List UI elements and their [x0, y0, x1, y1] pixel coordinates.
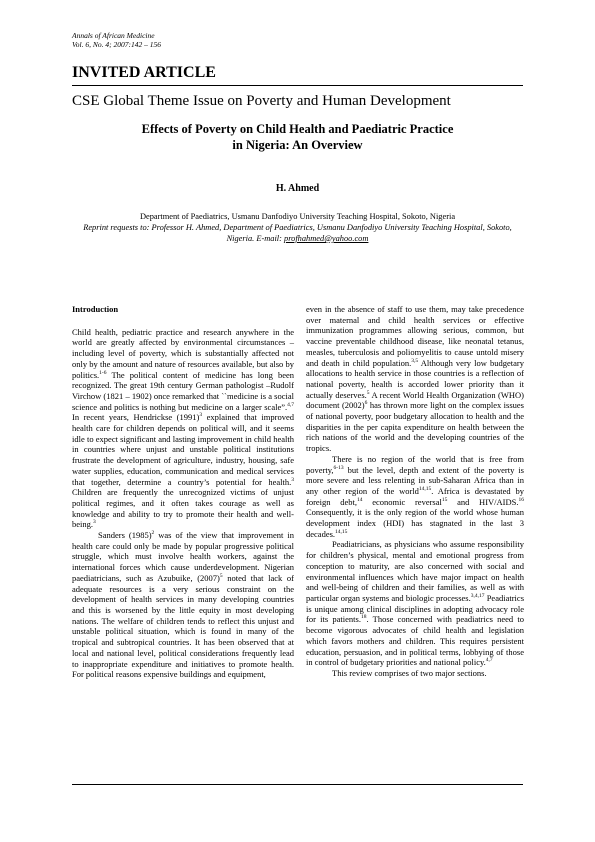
citation: 1-6 — [99, 369, 107, 376]
citation: 16 — [518, 496, 524, 503]
citation: 15 — [441, 496, 448, 503]
citation: 4,7 — [287, 401, 294, 408]
paragraph: This review comprises of two major sections. — [332, 667, 487, 678]
paragraph: Sanders $(1985)^2$ was of the view that improvement in health care could only be made by popular progressive political struggle, which must involve health workers, against the international forces which cause underdevelopment. Nigerian paediatricians, such as Azubuike, $(2007)^5$ noted that lack of adequate resources is a very serious constraint on the development of health services in many developing countries and this is worsened by the little equity in most developing nations. The welfare of children tends to reflect this unjust and unstable political situation, which is found in many of the tropical and subtropical countries. It has been observed that at local and national level, political considerations frequently lead to inappropriate expenditure and initiatives to promote health. For political reasons expensive buildings and equipment, — [72, 530, 294, 680]
paragraph: There is no region of the world that is free from poverty,$^{6-13}$ but the level, depth and extent of the poverty is more severe and less relenting in sub-Saharan Africa than in any other region of the world$^{14,15}$. Africa is devastated by foreign debt,$^{14}$ economic reversal$^{15}$ and HIV/AIDS.$^{16}$ Consequently, it is the only region of the world whose human development index (HDI) has stagnated in the last 3 decades.$^{14,15}$ — [306, 453, 525, 539]
citation: 6-13 — [333, 464, 344, 471]
affiliation: Department of Paediatrics, Usmanu Danfodiyo University Teaching Hospital, Sokoto, Nigeria — [139, 212, 456, 221]
journal-name: Annals of African Medicine — [72, 31, 155, 40]
citation: 5 — [219, 572, 223, 579]
paragraph: Peadiatricians, as physicians who assume responsibility for children’s physical, mental and emotional progress from conception to maturity, are also concerned with social and environmental influences which have major impact on health and well-being of children and their families, as well as with particular organ systems and biologic processes.$^{3,4,17}$ Peadiatrics is unique among clinical disciplines in adopting advocacy role for its patients.$^{18}$. Those concerned with peadiatrics need to become vigorous advocates of child health and legislation which favors mothers and children. This requires persistent education, persuasion, and in political terms, lobbying of those in control of budgetary priorities and national policy.$^{4,7}$ — [306, 539, 525, 668]
citation: 6 — [364, 400, 368, 407]
citation: 14,15 — [335, 528, 348, 535]
affiliation-block — [72, 211, 523, 244]
category-rule — [72, 85, 523, 86]
title-line-1: Effects of Poverty on Child Health and Paediatric Practice — [141, 122, 454, 136]
citation: 3 — [291, 476, 294, 483]
citation: 3,4,17 — [470, 592, 485, 599]
citation: 3,5 — [411, 357, 419, 364]
reprint-request — [72, 222, 523, 244]
citation: 14,15 — [418, 485, 432, 492]
email-link[interactable]: profhahmed@yahoo.com — [284, 234, 369, 243]
citation: 18 — [360, 614, 367, 621]
article-category: INVITED ARTICLE — [72, 64, 216, 81]
citation: 2 — [151, 530, 155, 537]
theme-issue-title: CSE Global Theme Issue on Poverty and Human Development — [72, 93, 451, 109]
reprint-text: Reprint requests to: Professor H. Ahmed, Department of Paediatrics, Usmanu Danfodiyo University Teaching Hospital, Sokoto, Nigeria. E-mail: — [83, 223, 512, 243]
citation: 14 — [357, 496, 363, 503]
citation: 5 — [366, 389, 370, 396]
left-column — [72, 304, 294, 680]
citation: 3 — [199, 412, 203, 419]
footer-rule — [72, 784, 523, 785]
article-title — [72, 121, 523, 153]
title-line-2: in Nigeria: An Overview — [232, 138, 363, 152]
paragraph: even in the absence of staff to use them, may take precedence over maternal and child health services or effective immunization programmes allowing serious, common, but vaccine preventable childhood disease, like neonatal tetanus, measles, tuberculosis and poliomyelitis to cause untold misery and death in child population.$^{3,5}$ Although very low budgetary allocations to health service in those countries is a reflection of national poverty, health is accorded lower priority than it actually deserves.$^5$ A recent World Health Organization (WHO) document $(2002)^6$ has thrown more light on the complex issues of national poverty, poor budgetary allocation to health and the disparities in the per capita expenditure on health between the rich nations of the world and the developing countries of the tropics. — [306, 304, 524, 454]
journal-volume: Vol. 6, No. 4; 2007:142 – 156 — [72, 40, 161, 49]
citation: 4,7 — [485, 657, 493, 664]
author-name: H. Ahmed — [275, 183, 320, 194]
journal-header — [72, 31, 161, 49]
paragraph: Child health, pediatric practice and research anywhere in the world are greatly affected by environmental circumstances – including level of poverty, which is substantially affected not only by the amount and nature of resources available, but also by politics.$^{1-6}$ The political content of medicine has long been recognized. The great 19th century German pathologist –Rudolf Virchow (1821 – 1902) once remarked that ``medicine is a social science and politics is nothing but medicine on a larger scale”.$^{4,7}$ In recent years, Hendrickse $(1991)^3$ explained that improved health care for children depends on political will, and it seems idle to expect significant and lasting improvement in child health in countries where unjust and unstable political institutions frustrate the development of agriculture, industry, housing, safe water supplies, education, communication and medical services that together, determine a country’s potential for health.$^3$ Children are frequently the unrecognized victims of unjust political regimes, and it often takes courage as well as knowledge and ability to try to promote their health and well-being.$^3$ — [72, 326, 294, 530]
section-heading: Introduction — [72, 304, 119, 314]
citation: 3 — [93, 519, 96, 526]
right-column — [306, 304, 524, 679]
